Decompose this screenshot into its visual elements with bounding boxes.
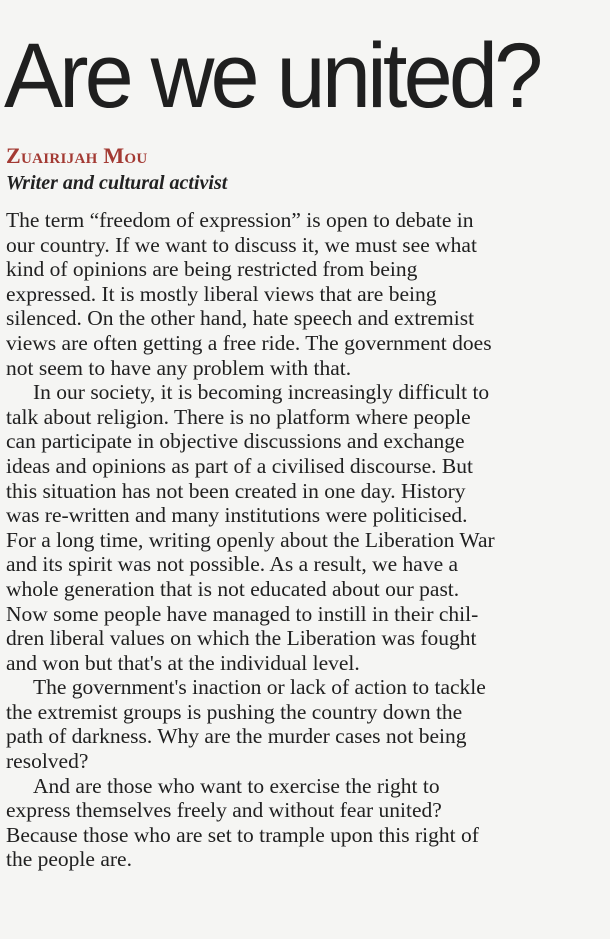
article-body — [6, 208, 606, 872]
text-line: not seem to have any problem with that. — [6, 355, 352, 380]
text-line: this situation has not been created in one day. History — [6, 478, 466, 503]
text-line: and won but that's at the individual level. — [6, 650, 360, 675]
article-paragraph — [6, 675, 606, 773]
text-line: Because those who are set to trample upon this right of — [6, 822, 479, 847]
text-line: whole generation that is not educated about our past. — [6, 576, 460, 601]
article-paragraph — [6, 774, 606, 872]
text-line: resolved? — [6, 749, 89, 774]
article-paragraph — [6, 380, 606, 675]
text-line: views are often getting a free ride. The government does — [6, 330, 492, 355]
text-line: our country. If we want to discuss it, we must see what — [6, 232, 477, 257]
text-line: was re-written and many institutions were politicised. — [6, 503, 468, 528]
text-line: Now some people have managed to instill in their chil- — [6, 601, 479, 626]
headline: Are we united? — [4, 25, 540, 127]
text-line: talk about religion. There is no platform where people — [6, 404, 471, 429]
text-line: The government's inaction or lack of action to tackle — [33, 675, 486, 700]
text-line: the extremist groups is pushing the country down the — [6, 699, 463, 724]
text-line: silenced. On the other hand, hate speech and extremist — [6, 306, 475, 331]
text-line: And are those who want to exercise the right to — [33, 773, 440, 798]
text-line: and its spirit was not possible. As a result, we have a — [6, 552, 459, 577]
text-line: In our society, it is becoming increasingly difficult to — [33, 380, 490, 405]
text-line: kind of opinions are being restricted from being — [6, 257, 418, 282]
text-line: the people are. — [6, 847, 132, 872]
text-line: expressed. It is mostly liberal views that are being — [6, 281, 437, 306]
author-name: Zuairijah Mou — [6, 143, 148, 168]
text-line: express themselves freely and without fear united? — [6, 798, 442, 823]
text-line: ideas and opinions as part of a civilised discourse. But — [6, 453, 473, 478]
author-role: Writer and cultural activist — [6, 172, 228, 194]
text-line: can participate in objective discussions and exchange — [6, 429, 465, 454]
article-paragraph — [6, 208, 606, 380]
text-line: path of darkness. Why are the murder cases not being — [6, 724, 467, 749]
text-line: The term “freedom of expression” is open to debate in — [6, 208, 474, 232]
text-line: dren liberal values on which the Liberation was fought — [6, 626, 477, 651]
text-line: For a long time, writing openly about the Liberation War — [6, 527, 495, 552]
